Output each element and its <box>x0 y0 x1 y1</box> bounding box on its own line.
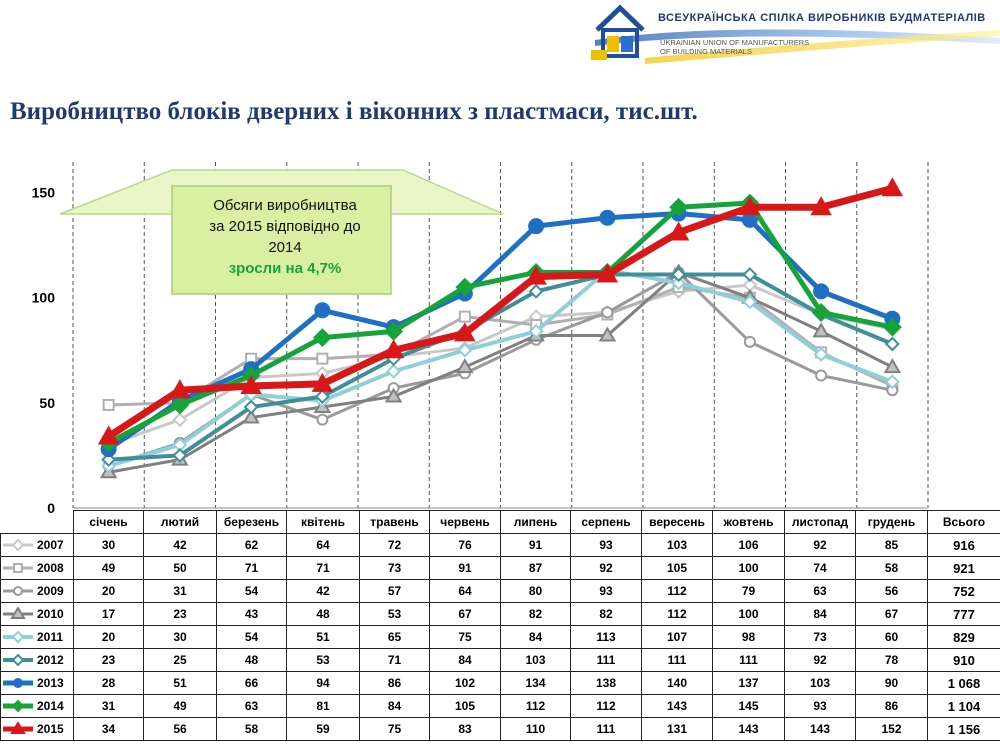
table-cell: 78 <box>856 649 928 672</box>
table-cell: 137 <box>713 672 785 695</box>
table-cell: 64 <box>430 580 501 603</box>
legend-entry <box>1 626 74 649</box>
table-cell: 84 <box>501 626 571 649</box>
table-row <box>1 718 1000 741</box>
y-tick-label: 150 <box>31 184 55 201</box>
org-name-en-line2: OF BUILDING MATERIALS <box>660 47 752 56</box>
legend-label: 2015 <box>37 722 64 737</box>
table-cell: 102 <box>430 672 501 695</box>
data-point <box>14 564 22 572</box>
table-cell: 80 <box>501 580 571 603</box>
table-cell: 50 <box>144 557 217 580</box>
legend-swatch <box>1 561 35 575</box>
table-cell: 98 <box>713 626 785 649</box>
callout-line-3: 2014 <box>268 239 302 256</box>
y-tick-label: 50 <box>39 394 55 411</box>
legend-entry <box>1 580 74 603</box>
data-point <box>13 632 23 642</box>
table-cell: 58 <box>217 718 287 741</box>
table-cell: 75 <box>360 718 430 741</box>
table-cell: 103 <box>501 649 571 672</box>
table-cell: 58 <box>856 557 928 580</box>
table-cell: 79 <box>713 580 785 603</box>
legend-entry <box>1 557 74 580</box>
data-point <box>460 312 470 322</box>
total-cell: 921 <box>928 557 1000 580</box>
table-cell: 48 <box>217 649 287 672</box>
table-cell: 107 <box>642 626 713 649</box>
legend-entry <box>1 649 74 672</box>
total-cell: 1 104 <box>928 695 1000 718</box>
table-cell: 103 <box>785 672 856 695</box>
legend-label: 2014 <box>37 699 64 714</box>
table-cell: 25 <box>144 649 217 672</box>
legend-entry <box>1 695 74 718</box>
table-cell: 28 <box>74 672 144 695</box>
table-cell: 73 <box>360 557 430 580</box>
table-cell: 105 <box>430 695 501 718</box>
x-tick-label: вересень <box>642 511 713 534</box>
legend-label: 2008 <box>37 561 64 576</box>
table-cell: 84 <box>430 649 501 672</box>
table-cell: 90 <box>856 672 928 695</box>
data-point <box>13 540 23 550</box>
callout-line-1: Обсяги виробництва <box>213 197 357 214</box>
table-cell: 93 <box>571 534 642 557</box>
table-cell: 112 <box>642 603 713 626</box>
table-cell: 110 <box>501 718 571 741</box>
table-cell: 87 <box>501 557 571 580</box>
table-cell: 73 <box>785 626 856 649</box>
table-cell: 49 <box>144 695 217 718</box>
table-cell: 20 <box>74 580 144 603</box>
table-cell: 85 <box>856 534 928 557</box>
table-cell: 111 <box>713 649 785 672</box>
table-cell: 143 <box>642 695 713 718</box>
legend-swatch <box>1 630 35 644</box>
table-row <box>1 626 1000 649</box>
table-cell: 113 <box>571 626 642 649</box>
total-header: Всього <box>928 511 1000 534</box>
table-cell: 93 <box>785 695 856 718</box>
legend-label: 2012 <box>37 653 64 668</box>
table-cell: 71 <box>217 557 287 580</box>
table-cell: 53 <box>287 649 360 672</box>
callout-line-2: за 2015 відповідно до <box>209 218 361 235</box>
legend-entry <box>1 718 74 741</box>
table-cell: 30 <box>144 626 217 649</box>
table-cell: 67 <box>430 603 501 626</box>
table-cell: 48 <box>287 603 360 626</box>
x-tick-label: травень <box>360 511 430 534</box>
table-cell: 74 <box>785 557 856 580</box>
table-row <box>1 557 1000 580</box>
table-cell: 72 <box>360 534 430 557</box>
table-cell: 49 <box>74 557 144 580</box>
table-cell: 81 <box>287 695 360 718</box>
table-cell: 103 <box>642 534 713 557</box>
table-cell: 82 <box>571 603 642 626</box>
table-cell: 66 <box>217 672 287 695</box>
table-cell: 71 <box>360 649 430 672</box>
table-cell: 143 <box>785 718 856 741</box>
data-point <box>13 701 23 711</box>
data-point <box>104 400 114 410</box>
table-cell: 54 <box>217 626 287 649</box>
legend-entry <box>1 534 74 557</box>
x-tick-label: квітень <box>287 511 360 534</box>
data-point <box>745 337 755 347</box>
data-point <box>816 370 826 380</box>
data-point <box>14 587 22 595</box>
table-cell: 92 <box>785 534 856 557</box>
table-row <box>1 580 1000 603</box>
org-name-en-line1: UKRAINIAN UNION OF MANUFACTURERS <box>660 38 810 47</box>
table-cell: 93 <box>571 580 642 603</box>
table-cell: 106 <box>713 534 785 557</box>
table-cell: 91 <box>501 534 571 557</box>
table-cell: 60 <box>856 626 928 649</box>
data-point <box>315 303 329 317</box>
table-cell: 67 <box>856 603 928 626</box>
table-cell: 100 <box>713 557 785 580</box>
x-tick-label: жовтень <box>713 511 785 534</box>
callout-text <box>185 195 385 279</box>
table-cell: 131 <box>642 718 713 741</box>
total-cell: 910 <box>928 649 1000 672</box>
data-table <box>0 510 1000 741</box>
table-cell: 92 <box>571 557 642 580</box>
table-row <box>1 603 1000 626</box>
table-cell: 112 <box>571 695 642 718</box>
x-tick-label: серпень <box>571 511 642 534</box>
legend-swatch <box>1 676 35 690</box>
table-cell: 111 <box>571 649 642 672</box>
table-cell: 86 <box>856 695 928 718</box>
table-cell: 59 <box>287 718 360 741</box>
total-cell: 1 156 <box>928 718 1000 741</box>
table-cell: 105 <box>642 557 713 580</box>
table-cell: 65 <box>360 626 430 649</box>
table-cell: 23 <box>74 649 144 672</box>
chart-title: Виробництво блоків дверних і віконних з пластмаси, тис.шт. <box>10 98 698 125</box>
total-cell: 752 <box>928 580 1000 603</box>
table-cell: 71 <box>287 557 360 580</box>
table-cell: 86 <box>360 672 430 695</box>
table-cell: 83 <box>430 718 501 741</box>
table-cell: 140 <box>642 672 713 695</box>
table-cell: 31 <box>144 580 217 603</box>
org-name: ВСЕУКРАЇНСЬКА СПІЛКА ВИРОБНИКІВ БУДМАТЕРІАЛІВ <box>658 12 986 24</box>
table-row <box>1 649 1000 672</box>
table-cell: 17 <box>74 603 144 626</box>
table-cell: 112 <box>501 695 571 718</box>
table-cell: 31 <box>74 695 144 718</box>
table-cell: 112 <box>642 580 713 603</box>
data-point <box>388 365 400 377</box>
table-cell: 92 <box>785 649 856 672</box>
table-cell: 23 <box>144 603 217 626</box>
table-cell: 57 <box>360 580 430 603</box>
legend-label: 2011 <box>37 630 64 645</box>
table-cell: 145 <box>713 695 785 718</box>
x-tick-label: березень <box>217 511 287 534</box>
table-cell: 84 <box>785 603 856 626</box>
table-cell: 30 <box>74 534 144 557</box>
x-tick-label: грудень <box>856 511 928 534</box>
legend-swatch <box>1 653 35 667</box>
callout-highlight: зросли на 4,7% <box>228 260 342 277</box>
table-row <box>1 534 1000 557</box>
legend-label: 2007 <box>37 538 64 553</box>
data-point <box>317 354 327 364</box>
table-cell: 63 <box>785 580 856 603</box>
total-cell: 1 068 <box>928 672 1000 695</box>
data-point <box>14 679 22 687</box>
table-cell: 138 <box>571 672 642 695</box>
total-cell: 777 <box>928 603 1000 626</box>
table-cell: 20 <box>74 626 144 649</box>
x-tick-label: червень <box>430 511 501 534</box>
legend-swatch <box>1 699 35 713</box>
table-cell: 34 <box>74 718 144 741</box>
table-cell: 63 <box>217 695 287 718</box>
table-cell: 42 <box>287 580 360 603</box>
legend-label: 2009 <box>37 584 64 599</box>
table-row <box>1 672 1000 695</box>
legend-swatch <box>1 607 35 621</box>
data-point <box>600 211 614 225</box>
legend-label: 2010 <box>37 607 64 622</box>
total-cell: 916 <box>928 534 1000 557</box>
table-cell: 75 <box>430 626 501 649</box>
data-point <box>317 415 327 425</box>
legend-entry <box>1 672 74 695</box>
table-row <box>1 695 1000 718</box>
table-cell: 152 <box>856 718 928 741</box>
table-cell: 76 <box>430 534 501 557</box>
table-cell: 54 <box>217 580 287 603</box>
legend-label: 2013 <box>37 676 64 691</box>
table-cell: 42 <box>144 534 217 557</box>
table-cell: 51 <box>287 626 360 649</box>
table-cell: 100 <box>713 603 785 626</box>
x-tick-label: листопад <box>785 511 856 534</box>
legend-swatch <box>1 722 35 736</box>
y-tick-label: 100 <box>31 289 55 306</box>
table-cell: 43 <box>217 603 287 626</box>
table-cell: 56 <box>144 718 217 741</box>
y-axis <box>32 185 56 516</box>
table-cell: 94 <box>287 672 360 695</box>
table-cell: 84 <box>360 695 430 718</box>
data-point <box>814 284 828 298</box>
x-tick-label: лютий <box>144 511 217 534</box>
data-point <box>13 655 23 665</box>
table-cell: 64 <box>287 534 360 557</box>
legend-swatch <box>1 538 35 552</box>
legend-entry <box>1 603 74 626</box>
table-cell: 82 <box>501 603 571 626</box>
table-cell: 111 <box>642 649 713 672</box>
data-point <box>529 219 543 233</box>
table-cell: 91 <box>430 557 501 580</box>
y-tick-label: 0 <box>47 500 55 516</box>
legend-swatch <box>1 584 35 598</box>
table-cell: 134 <box>501 672 571 695</box>
total-cell: 829 <box>928 626 1000 649</box>
table-cell: 143 <box>713 718 785 741</box>
table-corner <box>1 511 74 534</box>
table-cell: 51 <box>144 672 217 695</box>
table-cell: 111 <box>571 718 642 741</box>
x-tick-label: липень <box>501 511 571 534</box>
table-cell: 53 <box>360 603 430 626</box>
x-tick-label: січень <box>74 511 144 534</box>
table-cell: 56 <box>856 580 928 603</box>
data-point <box>886 338 898 350</box>
data-point <box>602 307 612 317</box>
table-cell: 62 <box>217 534 287 557</box>
